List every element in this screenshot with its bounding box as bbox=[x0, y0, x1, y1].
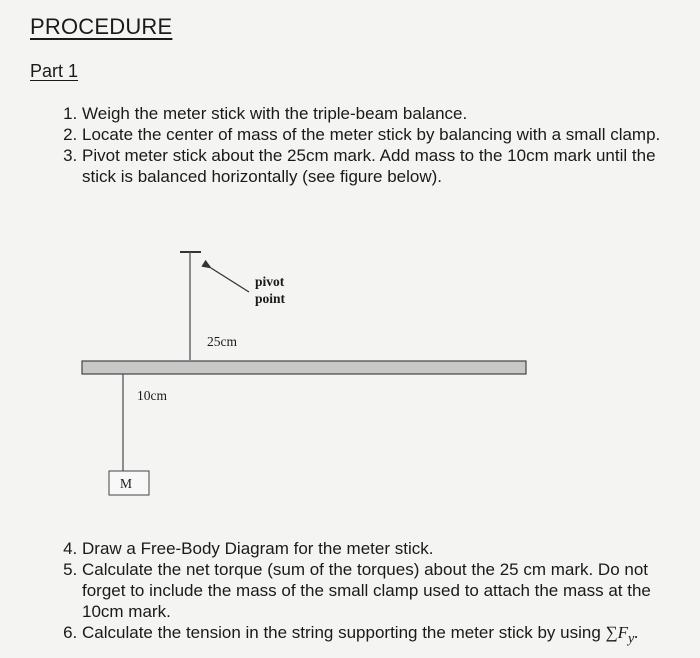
pivot-label-line2: point bbox=[255, 291, 286, 306]
step-3: 3. Pivot meter stick about the 25cm mark. Add mass to the 10cm mark until the stick is balanced horizontally (see figure below). bbox=[82, 145, 682, 187]
step-5: 5. Calculate the net torque (sum of the torques) about the 25 cm mark. Do not forget to include the mass of the small clamp used to attach the mass at the 10cm mark. bbox=[82, 559, 694, 622]
pivot-arrow bbox=[211, 268, 249, 292]
label-10cm: 10cm bbox=[137, 388, 167, 403]
sum-symbol: ∑ bbox=[605, 623, 618, 642]
meter-stick bbox=[82, 361, 526, 374]
step-6 bbox=[82, 622, 694, 649]
force-variable: F bbox=[617, 623, 629, 642]
step-2: 2. Locate the center of mass of the meter stick by balancing with a small clamp. bbox=[82, 124, 682, 145]
step-4: 4. Draw a Free-Body Diagram for the meter stick. bbox=[82, 538, 694, 559]
part-1-heading: Part 1 bbox=[30, 61, 79, 81]
pivot-label-line1: pivot bbox=[255, 274, 285, 289]
mass-label: M bbox=[120, 476, 133, 491]
force-subscript: y bbox=[628, 630, 635, 647]
procedure-heading: PROCEDURE bbox=[30, 14, 173, 39]
period: . bbox=[634, 623, 639, 642]
sum-force-expression bbox=[605, 623, 639, 647]
label-25cm: 25cm bbox=[207, 334, 237, 349]
step-1: 1. Weigh the meter stick with the triple-beam balance. bbox=[82, 103, 682, 124]
procedure-steps-bottom bbox=[82, 538, 694, 649]
step-6-text: Calculate the tension in the string supporting the meter stick by using bbox=[82, 623, 601, 642]
